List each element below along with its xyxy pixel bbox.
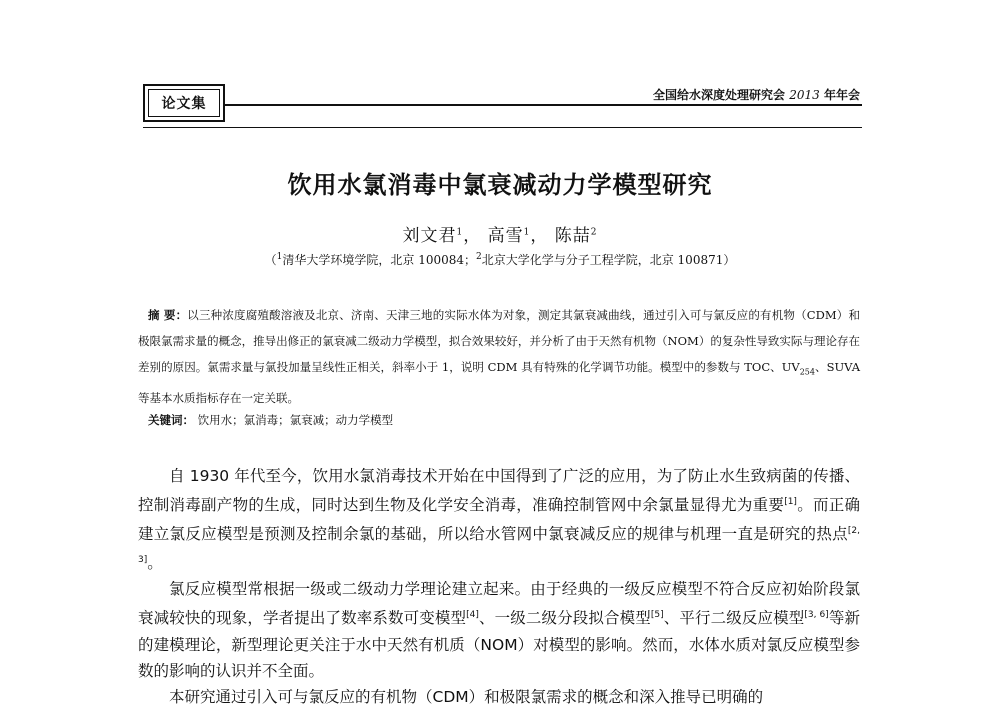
paper-title: 饮用水氯消毒中氯衰减动力学模型研究 [287,171,713,199]
header-rule-top [225,104,862,106]
keywords-text: 饮用水；氯消毒；氯衰减；动力学模型 [197,413,394,427]
section-tag [143,84,225,122]
paragraph: 氯反应模型常根据一级或二级动力学理论建立起来。由于经典的一级反应模型不符合反应初始阶段氯衰减较快的现象，学者提出了数率系数可变模型[4]、一级二级分段拟合模型[5]、平行二级反应模型[3, 6]等新的建模理论，新型理论更关注于水中天然有机质（NOM）对模型的影响。然而，水体水质对氯反应模型参数的影响的认识并不全面。 [138,580,860,680]
author-name: 刘文君 [402,226,457,246]
abstract: 摘 要：以三种浓度腐殖酸溶液及北京、济南、天津三地的实际水体为对象，测定其氯衰减曲线，通过引入可与氯反应的有机物（CDM）和极限氯需求量的概念，推导出修正的氯衰减二级动力学模型，拟合效果较好，并分析了由于天然有机物（NOM）的复杂性导致实际与理论存在差别的原因。氯需求量与氯投加量呈线性正相关，斜率小于 1，说明 CDM 具有特殊的化学调节功能。模型中的参数与 TOC、$UV_{254}$、SUVA 等基本水质指标存在一定关联。 [138,308,860,406]
abstract-label: 摘 要： [148,308,188,322]
author-name: 陈喆 [554,226,591,246]
body-text [138,463,860,710]
affiliations: （$^1$清华大学环境学院，北京 100084；$^2$北京大学化学与分子工程学院，北京 100871） [264,252,736,267]
header-rule-bottom [143,127,862,128]
paragraph: 本研究通过引入可与氯反应的有机物（CDM）和极限氯需求的概念和深入推导已明确的 [169,687,764,706]
paragraph: 自 1930 年代至今，饮用水氯消毒技术开始在中国得到了广泛的应用，为了防止水生致病菌的传播、控制消毒副产物的生成，同时达到生物及化学安全消毒，准确控制管网中余氯量显得尤为重要[1]。而正确建立氯反应模型是预测及控制余氯的基础，所以给水管网中氯衰减反应的规律与机理一直是研究的热点[2, 3]。 [138,467,860,573]
conference-name: 全国给水深度处理研究会 2013 年年会 [653,88,860,102]
keywords [148,412,393,428]
section-tag-label: 论文集 [161,96,207,112]
author-name: 高雪 [487,226,524,246]
keywords-label: 关键词： [148,413,194,427]
author-list: 刘文君$^1$， 高雪$^1$， 陈喆$^2$ [402,226,598,246]
